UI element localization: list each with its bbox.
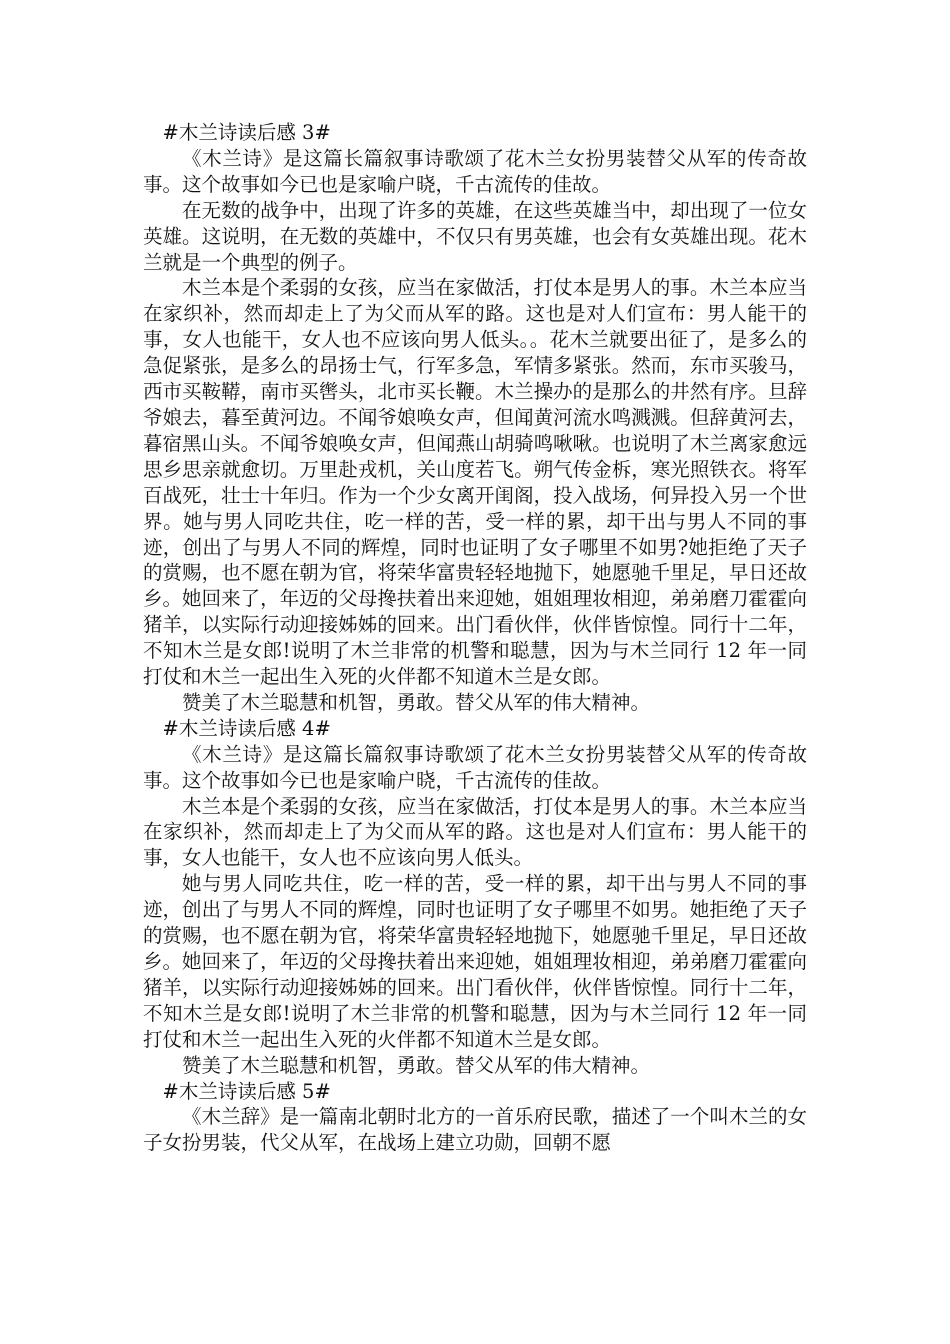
document-page xyxy=(143,120,807,1156)
section-heading-4: #木兰诗读后感 4# xyxy=(162,716,331,740)
paragraph: 《木兰诗》是这篇长篇叙事诗歌颂了花木兰女扮男装替父从军的传奇故事。这个故事如今已也是家喻户晓，千古流传的佳故。 xyxy=(143,146,807,196)
paragraph: 木兰本是个柔弱的女孩，应当在家做活，打仗本是男人的事。木兰本应当在家织补，然而却走上了为父而从军的路。这也是对人们宣布：男人能干的事，女人也能干，女人也不应该向男人低头。 xyxy=(143,794,807,870)
paragraph: 《木兰辞》是一篇南北朝时北方的一首乐府民歌，描述了一个叫木兰的女子女扮男装，代父从军，在战场上建立功勋，回朝不愿 xyxy=(143,1105,807,1155)
paragraph: 《木兰诗》是这篇长篇叙事诗歌颂了花木兰女扮男装替父从军的传奇故事。这个故事如今已也是家喻户晓，千古流传的佳故。 xyxy=(143,742,807,792)
paragraph: 赞美了木兰聪慧和机智，勇敢。替父从军的伟大精神。 xyxy=(182,690,651,714)
paragraph: 赞美了木兰聪慧和机智，勇敢。替父从军的伟大精神。 xyxy=(182,1053,651,1077)
paragraph: 在无数的战争中，出现了许多的英雄，在这些英雄当中，却出现了一位女英雄。这说明，在无数的英雄中，不仅只有男英雄，也会有女英雄出现。花木兰就是一个典型的例子。 xyxy=(143,198,807,274)
section-heading-5: #木兰诗读后感 5# xyxy=(162,1079,331,1103)
section-heading-3: #木兰诗读后感 3# xyxy=(162,121,331,144)
paragraph: 她与男人同吃共住，吃一样的苦，受一样的累，却干出与男人不同的事迹，创出了与男人不同的辉煌，同时也证明了女子哪里不如男。她拒绝了天子的赏赐，也不愿在朝为官，将荣华富贵轻轻地抛下，她愿驰千里足，早日还故乡。她回来了，年迈的父母搀扶着出来迎她，姐姐理妆相迎，弟弟磨刀霍霍向猪羊，以实际行动迎接姊姊的回来。出门看伙伴，伙伴皆惊惶。同行十二年，不知木兰是女郎!说明了木兰非常的机警和聪慧，因为与木兰同行 12 年一同打仗和木兰一起出生入死的火伴都不知道木兰是女郎。 xyxy=(143,872,807,1051)
paragraph: 木兰本是个柔弱的女孩，应当在家做活，打仗本是男人的事。木兰本应当在家织补，然而却走上了为父而从军的路。这也是对人们宣布：男人能干的事，女人也能干，女人也不应该向男人低头。。花木兰就要出征了，是多么的急促紧张，是多么的昂扬士气，行军多急，军情多紧张。然而，东市买骏马，西市买鞍鞯，南市买辔头，北市买长鞭。木兰操办的是那么的井然有序。旦辞爷娘去，暮至黄河边。不闻爷娘唤女声，但闻黄河流水鸣溅溅。但辞黄河去，暮宿黑山头。不闻爷娘唤女声，但闻燕山胡骑鸣啾啾。也说明了木兰离家愈远思乡思亲就愈切。万里赴戎机，关山度若飞。朔气传金柝，寒光照铁衣。将军百战死，壮士十年归。作为一个少女离开闺阁，投入战场，何异投入另一个世界。她与男人同吃共住，吃一样的苦，受一样的累，却干出与男人不同的事迹，创出了与男人不同的辉煌，同时也证明了女子哪里不如男?她拒绝了天子的赏赐，也不愿在朝为官，将荣华富贵轻轻地抛下，她愿驰千里足，早日还故乡。她回来了，年迈的父母搀扶着出来迎她，姐姐理妆相迎，弟弟磨刀霍霍向猪羊，以实际行动迎接姊姊的回来。出门看伙伴，伙伴皆惊惶。同行十二年，不知木兰是女郎!说明了木兰非常的机警和聪慧，因为与木兰同行 12 年一同打仗和木兰一起出生入死的火伴都不知道木兰是女郎。 xyxy=(143,276,807,689)
